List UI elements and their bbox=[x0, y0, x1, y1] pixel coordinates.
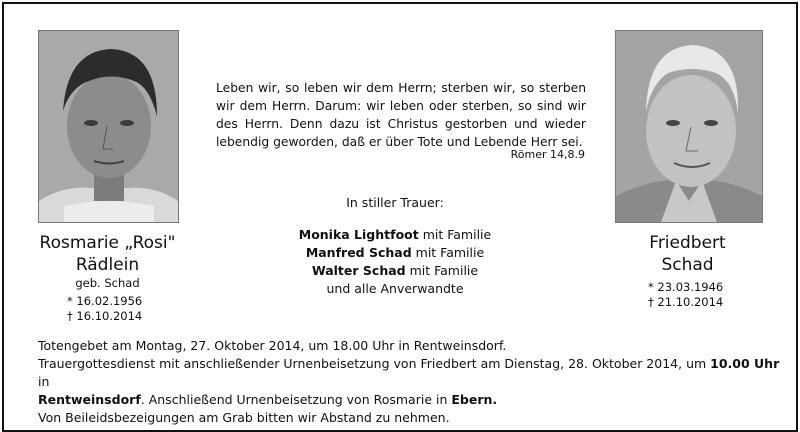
left-death-date: † 16.10.2014 bbox=[67, 309, 143, 323]
burial-info: Rentweinsdorf. Anschließend Urnenbeisetzung von Rosmarie in Ebern. bbox=[38, 392, 498, 407]
prayer-info: Totengebet am Montag, 27. Oktober 2014, um 18.00 Uhr in Rentweinsdorf. bbox=[38, 338, 507, 353]
condolence-note: Von Beileidsbezeigungen am Grab bitten wir Abstand zu nehmen. bbox=[38, 410, 450, 425]
verse-reference: Römer 14,8.9 bbox=[510, 148, 585, 161]
right-birth-date: * 23.03.1946 bbox=[648, 280, 724, 294]
mourner-item: Walter Schad mit Familie bbox=[311, 263, 479, 278]
right-dates bbox=[648, 280, 723, 310]
funeral-service-info: Trauergottesdienst mit anschließender Urnenbeisetzung von Friedbert am Dienstag, 28. Oktober 2014, um 10.00 Uhr in bbox=[38, 356, 780, 389]
mourner-item: Monika Lightfoot mit Familie bbox=[298, 227, 492, 242]
mourner-list bbox=[270, 226, 520, 298]
portrait-photo-rosmarie bbox=[38, 30, 179, 223]
right-death-date: † 21.10.2014 bbox=[648, 295, 724, 309]
bible-verse: Leben wir, so leben wir dem Herrn; sterben wir, so sterben wir dem Herrn. Darum: wir leben oder sterben, so sind wir des Herrn. Denn dazu ist Christus gestorben und wieder lebendig geworden, daß er über Tote und Lebende Herr sei. bbox=[216, 81, 586, 149]
deceased-name-right bbox=[605, 232, 770, 276]
mourner-item: Manfred Schad mit Familie bbox=[305, 245, 485, 260]
left-last-name: Rädlein bbox=[75, 255, 140, 275]
deceased-name-left bbox=[30, 232, 185, 276]
mourning-title: In stiller Trauer: bbox=[346, 195, 444, 210]
left-first-name: Rosmarie „Rosi" bbox=[39, 233, 176, 253]
right-first-name: Friedbert bbox=[649, 233, 726, 253]
left-born-name: geb. Schad bbox=[75, 276, 140, 290]
left-birth-date: * 16.02.1956 bbox=[67, 294, 143, 308]
right-last-name: Schad bbox=[661, 255, 714, 275]
service-information bbox=[38, 337, 783, 427]
mourner-closing: und alle Anverwandte bbox=[326, 281, 464, 296]
portrait-photo-friedbert bbox=[615, 30, 763, 223]
left-dates bbox=[67, 294, 142, 324]
